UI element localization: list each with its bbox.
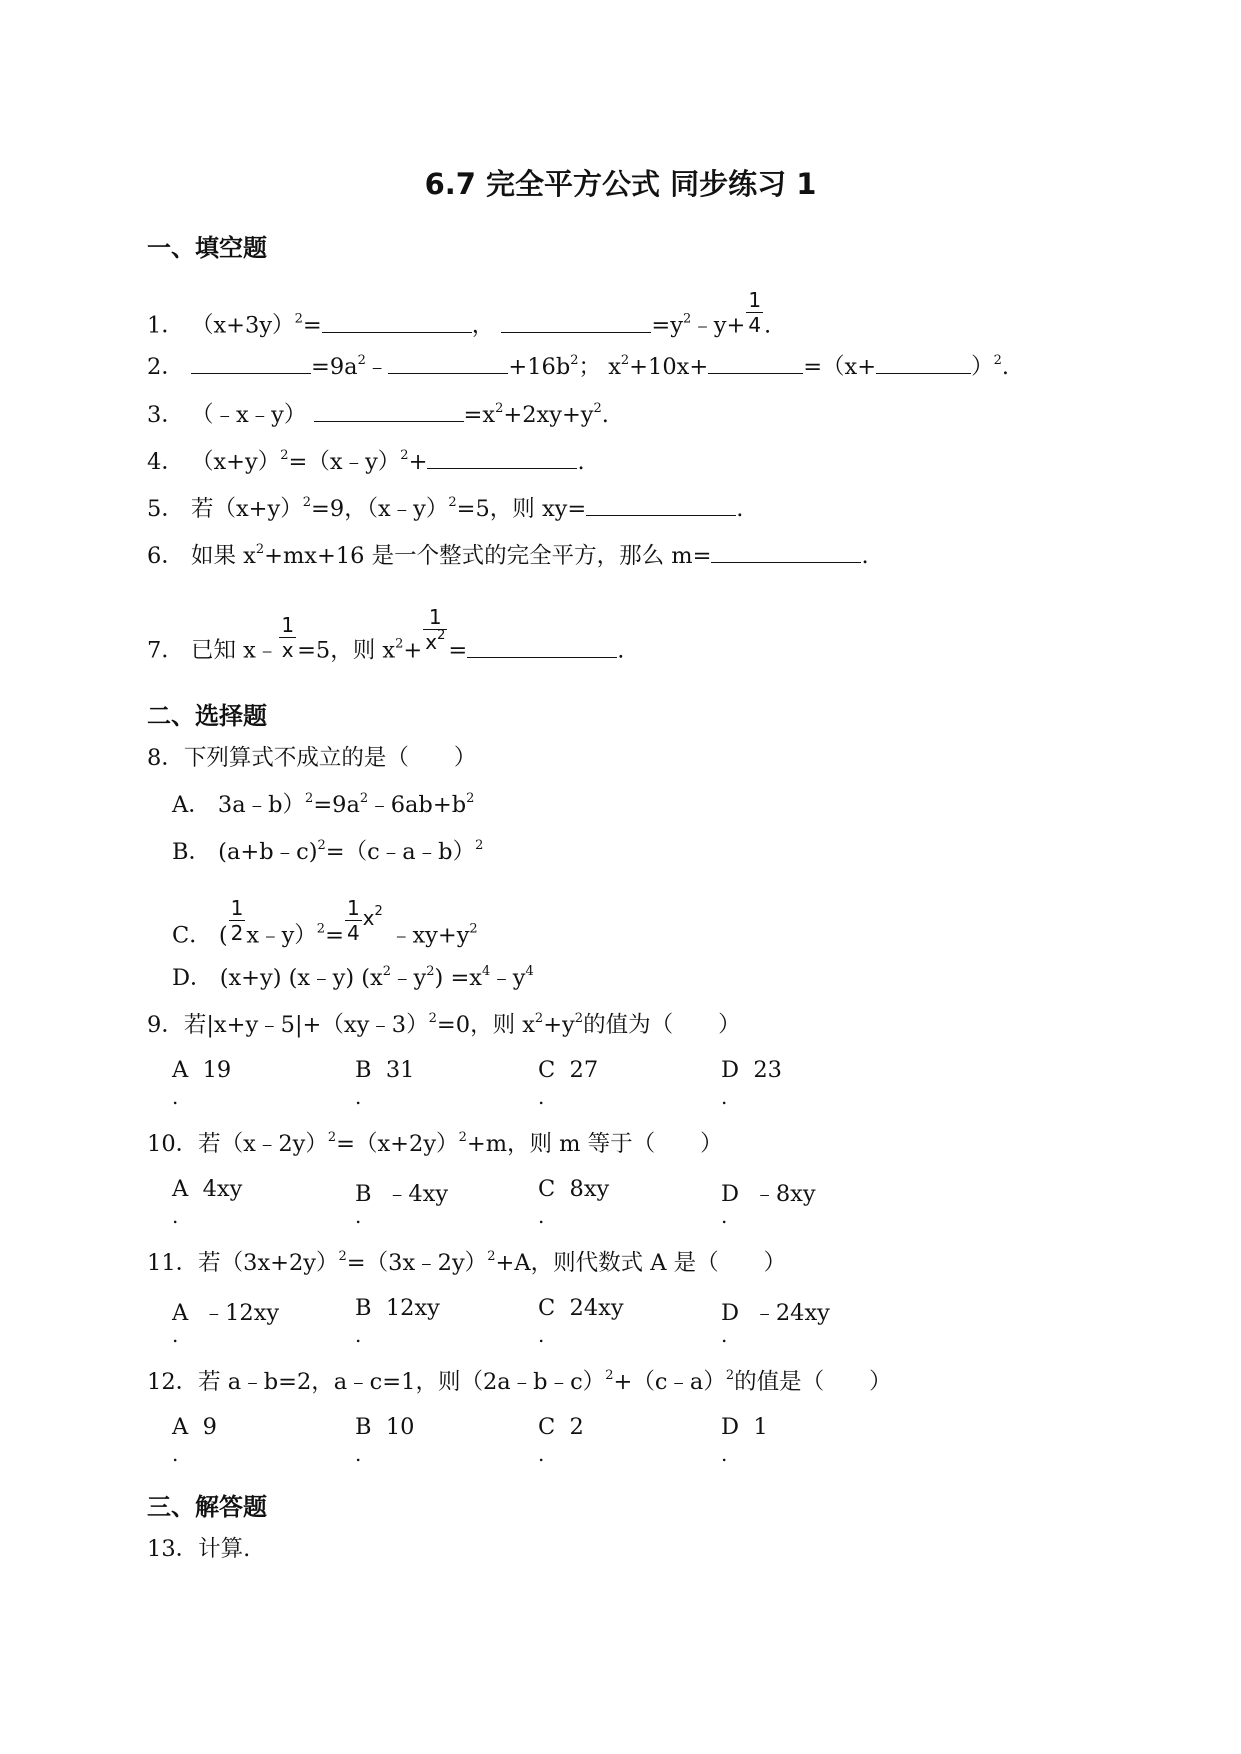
option-c[interactable]: C 2 . (538, 1414, 584, 1466)
question-number: 5． (147, 496, 184, 522)
question-10: 10．若$(x﹣2y)^2=(x+2y)^2+m$，则 m 等于（ ） (147, 1130, 723, 1157)
section-answer-heading: 三、解答题 (147, 1493, 267, 1521)
question-number: 1． (147, 312, 184, 339)
fraction: $\frac{1}{4}$ (748, 288, 762, 337)
answer-blank[interactable] (427, 448, 577, 469)
option-b[interactable]: B 12xy . (355, 1295, 440, 1347)
page-title: 6.7 完全平方公式 同步练习 1 (424, 167, 817, 201)
question-number: 6． (147, 543, 184, 569)
question-1: 1． $(x+3y)^2=$ ， $=y^2﹣y+$ $\frac{1}{4}$ . (147, 288, 772, 339)
answer-blank[interactable] (586, 495, 736, 516)
option-d[interactable]: D ﹣8xy . (721, 1181, 816, 1228)
option-b[interactable]: B． (a+b﹣c)$^2$=（c﹣a﹣b）$^2$ (172, 838, 484, 865)
option-a[interactable]: A 9 . (172, 1414, 217, 1466)
option-c[interactable]: C 27 . (538, 1057, 599, 1109)
question-5: 5． 若$(x+y)^2=9$，（x﹣y）$^2$=5，则 xy= . (147, 495, 744, 522)
answer-blank[interactable] (314, 401, 464, 422)
answer-blank[interactable] (711, 542, 861, 563)
option-a[interactable]: A． $3a﹣b)^2=9a^2﹣6ab+b^2$ (172, 791, 475, 818)
option-c[interactable]: C 8xy . (538, 1176, 610, 1228)
question-number: 4． (147, 449, 184, 475)
question-6: 6． 如果 $x^2+mx+16$ 是一个整式的完全平方，那么 m= . (147, 542, 869, 569)
option-b[interactable]: B 10 . (355, 1414, 415, 1466)
option-b[interactable]: B ﹣4xy . (355, 1181, 449, 1228)
option-c[interactable]: C． ( $\frac{1}{2}$ x﹣y）$^2$= $\frac{1}{4}$ $x^2$ $﹣xy+y^2$ (172, 896, 478, 949)
question-2: 2． $=9a^2﹣ +16b^2$； $x^2+10x+ =(x+ )^2$. (147, 353, 1010, 380)
answer-blank[interactable] (876, 353, 971, 374)
option-a[interactable]: A 4xy . (172, 1176, 243, 1228)
question-number: 7． (147, 637, 184, 664)
option-d[interactable]: D 1 . (721, 1414, 768, 1466)
answer-blank[interactable] (467, 637, 617, 658)
answer-blank[interactable] (322, 312, 472, 333)
option-d[interactable]: D 23 . (721, 1057, 782, 1109)
fraction: $\frac{1}{2}$ (230, 896, 244, 945)
fraction: $\frac{1}{x}$ (281, 613, 295, 662)
question-11: 11．若$(3x+2y)^2=(3x﹣2y)^2+A$，则代数式 A 是（ ） (147, 1249, 787, 1276)
option-d[interactable]: D． (x+y) (x﹣y) $(x^2﹣y^2)$ $=x^4﹣y^4$ (172, 964, 534, 991)
section-fill-heading: 一、填空题 (147, 234, 267, 262)
question-8: 8．下列算式不成立的是（ ） (147, 745, 477, 771)
question-3: 3． （﹣x﹣y） $=x^2+2xy+y^2$. (147, 401, 609, 428)
option-d[interactable]: D ﹣24xy . (721, 1300, 830, 1347)
fraction: $\frac{1}{4}$ (346, 896, 360, 945)
answer-blank[interactable] (501, 312, 651, 333)
question-12: 12．若 a﹣b=2，a﹣c=1，则（2a﹣b﹣c）$^2$+（c﹣a）$^2$的值是（ ） (147, 1368, 892, 1395)
option-a[interactable]: A ﹣12xy . (172, 1300, 280, 1347)
answer-blank[interactable] (708, 353, 803, 374)
question-9: 9．若|x+y﹣5|+（xy﹣3）$^2$=0，则 $x^2+y^2$的值为（ ） (147, 1011, 741, 1038)
question-4: 4． $(x+y)^2=(x﹣y)^2+$ . (147, 448, 585, 475)
question-number: 2． (147, 354, 184, 380)
option-c[interactable]: C 24xy . (538, 1295, 624, 1347)
question-number: 3． (147, 402, 184, 428)
option-b[interactable]: B 31 . (355, 1057, 415, 1109)
answer-blank[interactable] (388, 353, 508, 374)
option-a[interactable]: A 19 . (172, 1057, 232, 1109)
question-13: 13．计算. (147, 1536, 251, 1562)
answer-blank[interactable] (191, 353, 311, 374)
section-choice-heading: 二、选择题 (147, 702, 267, 730)
fraction: $\frac{1}{x^2}$ (425, 605, 446, 654)
question-7: 7． 已知 x﹣ $\frac{1}{x}$ =5，则 $x^2+$ $\frac{1}{x^2}$ = . (147, 605, 625, 664)
